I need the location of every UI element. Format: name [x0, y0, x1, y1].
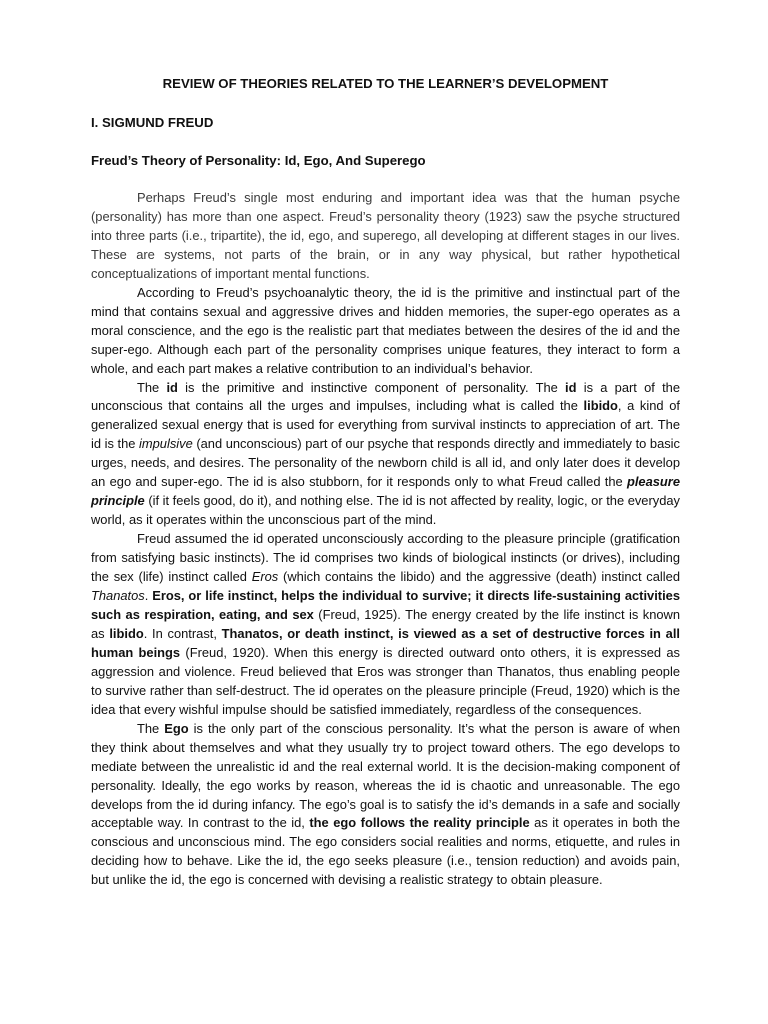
- body-text: (Freud, 1925). The energy created by the life instinct is known as: [91, 606, 681, 641]
- paragraph: [91, 284, 680, 379]
- document-body: [91, 189, 680, 890]
- emphasis-text: id: [565, 379, 577, 395]
- body-text: is the primitive and instinctive component of personality. The: [177, 379, 566, 395]
- emphasis-text: id: [166, 379, 178, 395]
- body-text: is a part of the unconscious that contains all the urges and impulses, including what is called the: [91, 379, 680, 414]
- paragraph: [91, 379, 680, 531]
- emphasis-text: Eros, or life instinct, helps the individual to survive; it directs life-sustaining activities such as respiration, eating, and sex: [91, 588, 680, 622]
- emphasis-text: Thanatos: [91, 588, 145, 604]
- body-text: According to Freud’s psychoanalytic theory, the id is the primitive and instinctual part of the mind that contains sexual and aggressive drives and hidden memories, the super-ego operates as a moral conscience, and the ego is the realistic part that mediates between the desires of the id and the super-ego. Although each part of the personality comprises unique features, they interact to form a whole, and each part makes a relative contribution to an individual’s behavior.: [91, 284, 680, 376]
- body-text: .: [144, 588, 153, 604]
- body-text: , a kind of generalized sexual energy that is used for everything from survival instincts to appreciation of art. The id is the: [91, 398, 680, 452]
- emphasis-text: libido: [109, 625, 144, 641]
- body-text: The: [137, 379, 167, 395]
- emphasis-text: Eros: [251, 569, 279, 585]
- body-text: Perhaps Freud’s single most enduring and important idea was that the human psyche (personality) has more than one aspect. Freud’s personality theory (1923) saw the psyche structured into three parts (i.e., tripartite), the id, ego, and superego, all developing at different stages in our lives. These are systems, not parts of the brain, or in any way physical, but rather hypothetical conceptualizations of important mental functions.: [91, 190, 680, 281]
- body-text: is the only part of the conscious personality. It’s what the person is aware of when they think about themselves and what they usually try to project toward others. The ego develops to mediate between the unrealistic id and the real external world. It is the decision-making component of personality. Ideally, the ego works by reason, whereas the id is chaotic and unreasonable. The ego develops from the id during infancy. The ego’s goal is to satisfy the id’s demands in a safe and socially acceptable way. In contrast to the id,: [91, 720, 680, 831]
- body-text: . In contrast,: [143, 625, 222, 641]
- subsection-heading: Freud’s Theory of Personality: Id, Ego, And Superego: [91, 153, 426, 168]
- body-text: (if it feels good, do it), and nothing else. The id is not affected by reality, logic, or the everyday world, as it operates within the unconscious part of the mind.: [91, 493, 680, 528]
- paragraph: [91, 720, 680, 891]
- emphasis-text: Ego: [164, 720, 189, 736]
- paragraph: [91, 530, 680, 720]
- body-text: as it operates in both the conscious and unconscious mind. The ego considers social realities and norms, etiquette, and rules in deciding how to behave. Like the id, the ego seeks pleasure (i.e., tension reduction) and avoids pain, but unlike the id, the ego is concerned with devising a realistic strategy to obtain pleasure.: [91, 815, 681, 888]
- section-heading: I. SIGMUND FREUD: [91, 115, 214, 130]
- body-text: The: [137, 720, 165, 736]
- paragraph: [91, 189, 680, 284]
- document-title: REVIEW OF THEORIES RELATED TO THE LEARNER’S DEVELOPMENT: [162, 76, 609, 91]
- emphasis-text: pleasure principle: [91, 474, 680, 509]
- body-text: Freud assumed the id operated unconsciously according to the pleasure principle (gratification from satisfying basic instincts). The id comprises two kinds of biological instincts (or drives), including the sex (life) instinct called: [91, 531, 680, 585]
- body-text: (and unconscious) part of our psyche that responds directly and immediately to basic urges, needs, and desires. The personality of the newborn child is all id, and only later does it develop an ego and super-ego. The id is also stubborn, for it responds only to what Freud called the: [91, 436, 680, 490]
- emphasis-text: Thanatos, or death instinct, is viewed as a set of destructive forces in all human beings: [91, 625, 680, 660]
- emphasis-text: impulsive: [139, 436, 193, 452]
- emphasis-text: the ego follows the reality principle: [309, 815, 530, 831]
- body-text: (Freud, 1920). When this energy is directed outward onto others, it is expressed as aggression and violence. Freud believed that Eros was stronger than Thanatos, thus enabling people to survive rather than self-destruct. The id operates on the pleasure principle (Freud, 1920) which is the idea that every wishful impulse should be satisfied immediately, regardless of the consequences.: [91, 644, 680, 717]
- emphasis-text: libido: [583, 398, 618, 414]
- body-text: (which contains the libido) and the aggressive (death) instinct called: [278, 569, 680, 585]
